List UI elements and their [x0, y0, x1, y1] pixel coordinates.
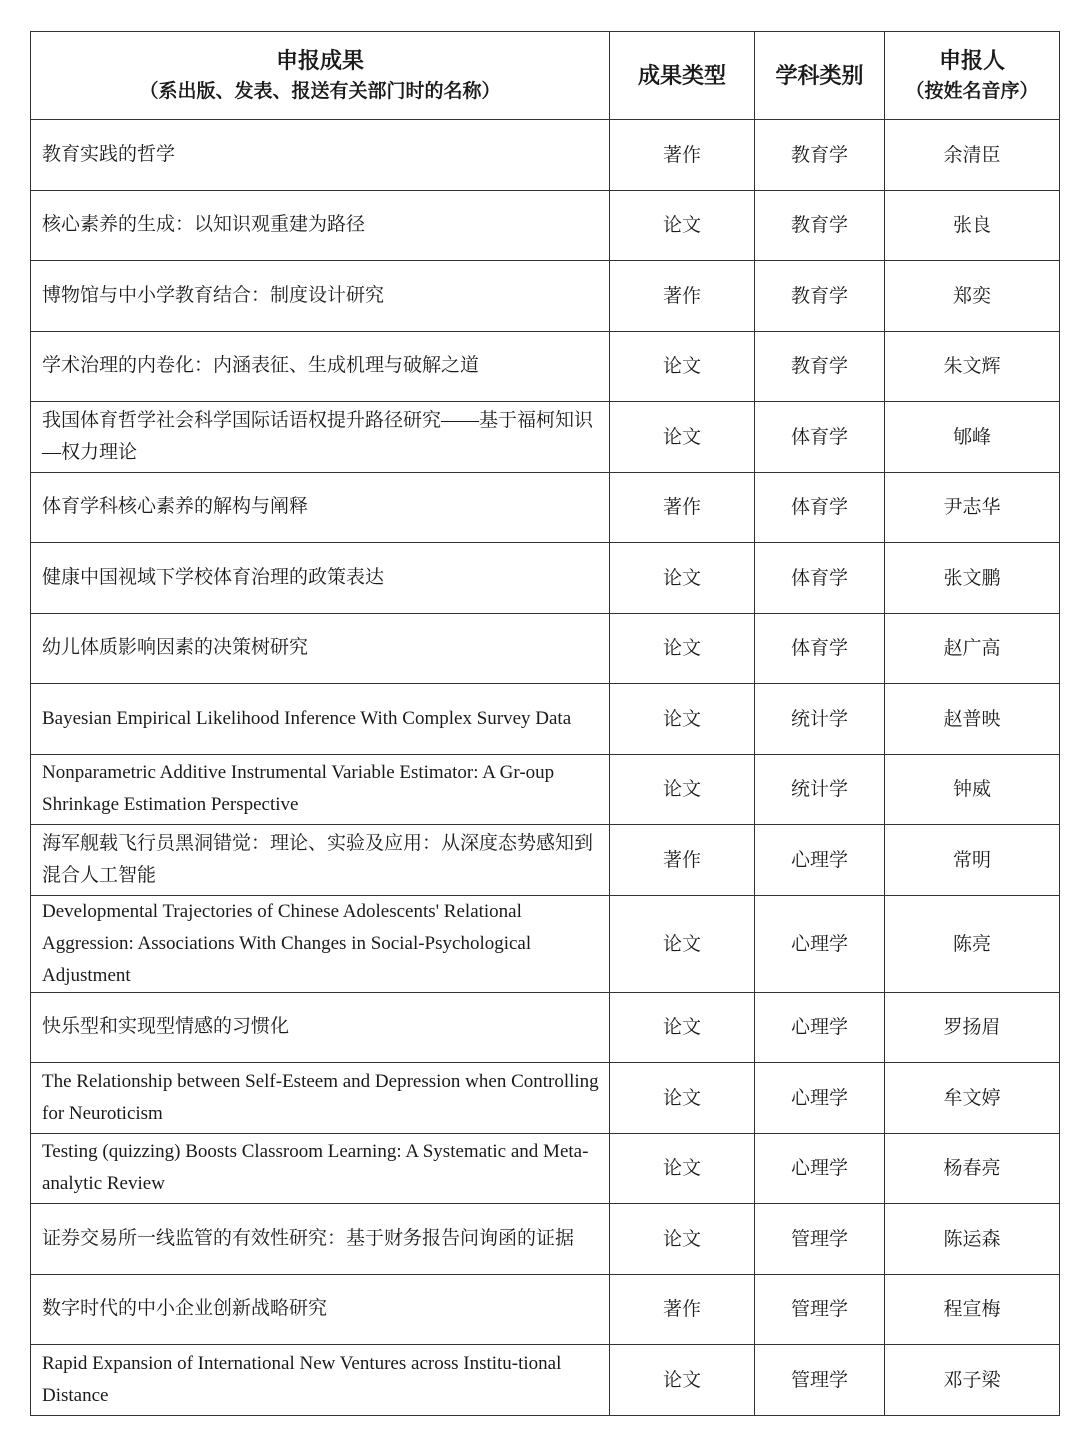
result-type: 著作 — [610, 120, 755, 191]
table-row — [31, 402, 1060, 473]
result-discipline: 教育学 — [755, 190, 885, 261]
result-type: 著作 — [610, 825, 755, 896]
result-title: 博物馆与中小学教育结合：制度设计研究 — [31, 261, 610, 332]
table-row — [31, 992, 1060, 1063]
header-title — [31, 32, 610, 120]
result-applicant: 赵普映 — [885, 684, 1060, 755]
result-title: The Relationship between Self-Esteem and Depression when Controlling for Neuroticism — [31, 1063, 610, 1134]
result-applicant: 罗扬眉 — [885, 992, 1060, 1063]
result-title: Bayesian Empirical Likelihood Inference With Complex Survey Data — [31, 684, 610, 755]
table-row — [31, 754, 1060, 825]
result-discipline: 心理学 — [755, 1063, 885, 1134]
result-type: 论文 — [610, 190, 755, 261]
result-applicant: 朱文辉 — [885, 331, 1060, 402]
result-discipline: 管理学 — [755, 1345, 885, 1416]
table-row — [31, 120, 1060, 191]
result-type: 论文 — [610, 1133, 755, 1204]
result-discipline: 心理学 — [755, 992, 885, 1063]
table-row — [31, 1204, 1060, 1275]
table-row — [31, 1345, 1060, 1416]
result-title: 我国体育哲学社会科学国际话语权提升路径研究——基于福柯知识—权力理论 — [31, 402, 610, 473]
result-applicant: 常明 — [885, 825, 1060, 896]
table-row — [31, 825, 1060, 896]
result-title: 幼儿体质影响因素的决策树研究 — [31, 613, 610, 684]
table-row — [31, 684, 1060, 755]
result-type: 著作 — [610, 261, 755, 332]
header-title-main: 申报成果 — [275, 47, 364, 74]
result-title: Nonparametric Additive Instrumental Variable Estimator: A Gr-oup Shrinkage Estimation Perspective — [31, 754, 610, 825]
results-table — [30, 31, 1060, 1416]
table-row — [31, 543, 1060, 614]
result-applicant: 郑奕 — [885, 261, 1060, 332]
result-type: 著作 — [610, 1274, 755, 1345]
result-applicant: 余清臣 — [885, 120, 1060, 191]
header-applicant-sub: （按姓名音序） — [905, 79, 1039, 102]
table-row — [31, 472, 1060, 543]
result-title: 教育实践的哲学 — [31, 120, 610, 191]
result-discipline: 教育学 — [755, 120, 885, 191]
result-applicant: 赵广高 — [885, 613, 1060, 684]
header-discipline: 学科类别 — [755, 32, 885, 120]
result-applicant: 张文鹏 — [885, 543, 1060, 614]
result-applicant: 程宣梅 — [885, 1274, 1060, 1345]
result-type: 论文 — [610, 331, 755, 402]
result-discipline: 统计学 — [755, 684, 885, 755]
result-title: 学术治理的内卷化：内涵表征、生成机理与破解之道 — [31, 331, 610, 402]
result-title: 快乐型和实现型情感的习惯化 — [31, 992, 610, 1063]
result-type: 论文 — [610, 402, 755, 473]
header-row — [31, 32, 1060, 120]
table-row — [31, 895, 1060, 992]
header-type: 成果类型 — [610, 32, 755, 120]
table-row — [31, 1274, 1060, 1345]
table-row — [31, 331, 1060, 402]
result-title: 体育学科核心素养的解构与阐释 — [31, 472, 610, 543]
result-discipline: 教育学 — [755, 261, 885, 332]
result-discipline: 教育学 — [755, 331, 885, 402]
table-row — [31, 261, 1060, 332]
table-row — [31, 190, 1060, 261]
result-applicant: 尹志华 — [885, 472, 1060, 543]
result-type: 论文 — [610, 754, 755, 825]
result-type: 论文 — [610, 1063, 755, 1134]
result-title: Developmental Trajectories of Chinese Adolescents' Relational Aggression: Associations With Changes in Social-Psychological Adjustment — [31, 895, 610, 992]
result-type: 论文 — [610, 684, 755, 755]
result-type: 论文 — [610, 895, 755, 992]
result-discipline: 心理学 — [755, 895, 885, 992]
result-discipline: 统计学 — [755, 754, 885, 825]
result-type: 著作 — [610, 472, 755, 543]
result-title: 证券交易所一线监管的有效性研究：基于财务报告问询函的证据 — [31, 1204, 610, 1275]
header-title-sub: （系出版、发表、报送有关部门时的名称） — [139, 79, 501, 102]
result-title: Testing (quizzing) Boosts Classroom Learning: A Systematic and Meta-analytic Review — [31, 1133, 610, 1204]
result-type: 论文 — [610, 1345, 755, 1416]
header-applicant-main: 申报人 — [938, 47, 1005, 74]
result-applicant: 钟威 — [885, 754, 1060, 825]
result-type: 论文 — [610, 992, 755, 1063]
result-applicant: 陈亮 — [885, 895, 1060, 992]
result-applicant: 陈运森 — [885, 1204, 1060, 1275]
table-row — [31, 1063, 1060, 1134]
result-discipline: 体育学 — [755, 543, 885, 614]
result-applicant: 张良 — [885, 190, 1060, 261]
result-discipline: 体育学 — [755, 402, 885, 473]
result-discipline: 管理学 — [755, 1274, 885, 1345]
result-type: 论文 — [610, 613, 755, 684]
result-applicant: 杨春亮 — [885, 1133, 1060, 1204]
result-discipline: 体育学 — [755, 613, 885, 684]
result-type: 论文 — [610, 543, 755, 614]
result-title: 核心素养的生成：以知识观重建为路径 — [31, 190, 610, 261]
result-discipline: 管理学 — [755, 1204, 885, 1275]
result-title: 数字时代的中小企业创新战略研究 — [31, 1274, 610, 1345]
result-title: Rapid Expansion of International New Ventures across Institu-tional Distance — [31, 1345, 610, 1416]
result-applicant: 邓子梁 — [885, 1345, 1060, 1416]
table-row — [31, 1133, 1060, 1204]
result-discipline: 心理学 — [755, 825, 885, 896]
result-applicant: 郇峰 — [885, 402, 1060, 473]
result-title: 健康中国视域下学校体育治理的政策表达 — [31, 543, 610, 614]
result-title: 海军舰载飞行员黑洞错觉：理论、实验及应用：从深度态势感知到混合人工智能 — [31, 825, 610, 896]
result-discipline: 体育学 — [755, 472, 885, 543]
header-applicant — [885, 32, 1060, 120]
result-applicant: 牟文婷 — [885, 1063, 1060, 1134]
result-type: 论文 — [610, 1204, 755, 1275]
table-row — [31, 613, 1060, 684]
result-discipline: 心理学 — [755, 1133, 885, 1204]
